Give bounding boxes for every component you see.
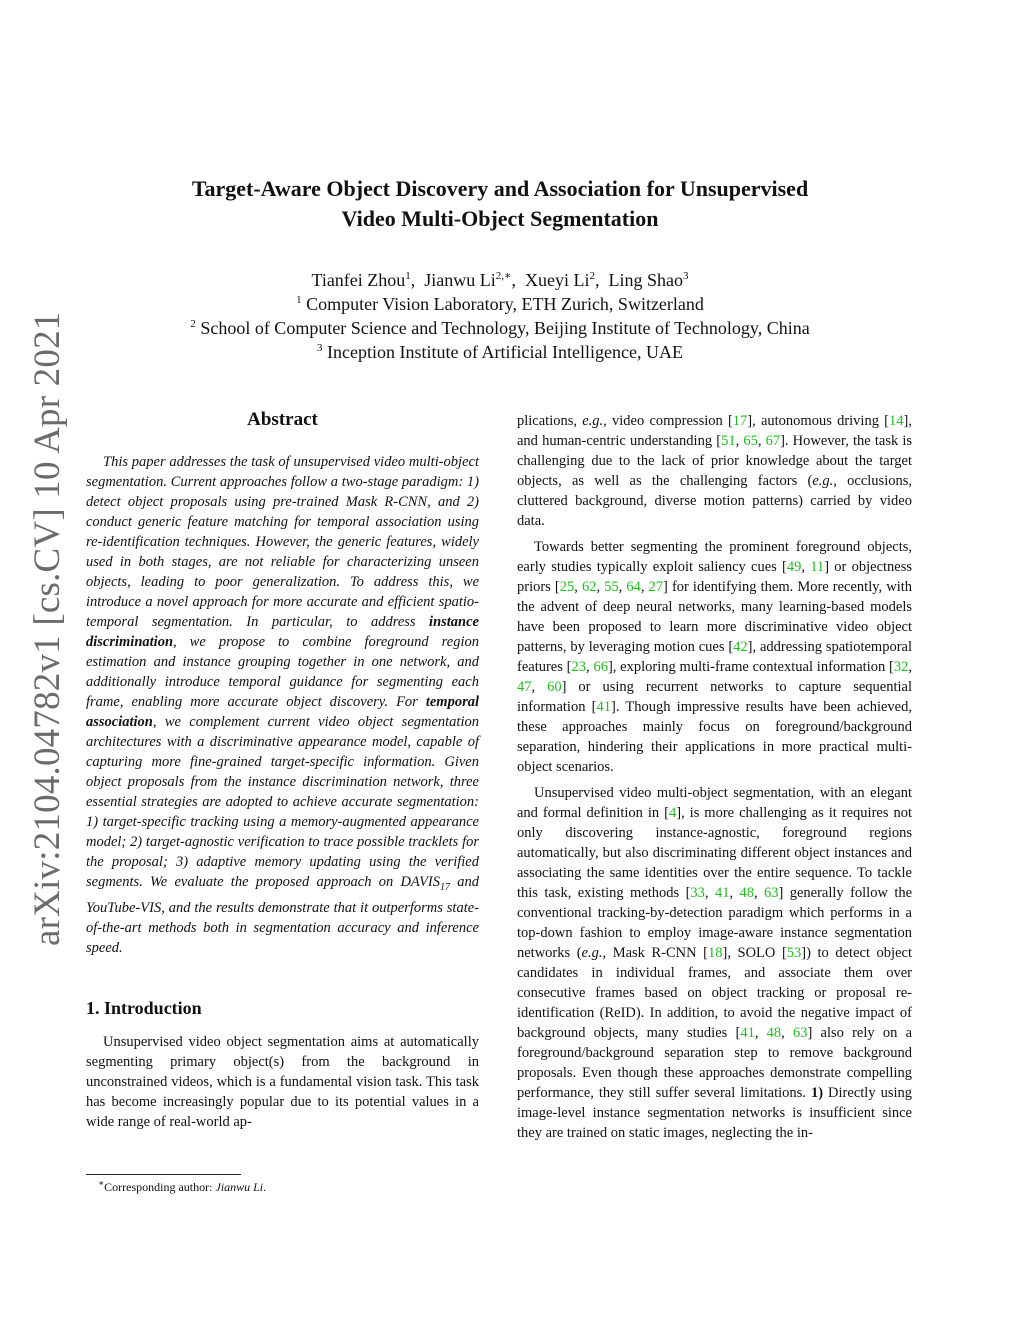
author-sup: 2,∗ (495, 270, 512, 282)
citation-link[interactable]: 23 (571, 659, 587, 675)
left-column (86, 408, 479, 1138)
arxiv-watermark: arXiv:2104.04782v1 [cs.CV] 10 Apr 2021 (27, 311, 68, 946)
citation-link[interactable]: 33 (690, 885, 705, 901)
citation-link[interactable]: 4 (668, 805, 677, 821)
citation-link[interactable]: 32 (893, 659, 909, 675)
citation-link[interactable]: 11 (810, 559, 825, 575)
citation-link[interactable]: 64 (626, 579, 641, 595)
abstract-run: and YouTube-VIS, and the results demonstrate that it outperforms state-of-the-art methods both in segmentation accuracy and inference speed. (86, 874, 480, 956)
title-line-1: Target-Aware Object Discovery and Association for Unsupervised (191, 176, 809, 201)
affiliation-text: School of Computer Science and Technology, Beijing Institute of Technology, China (200, 318, 810, 338)
citation-link[interactable]: 48 (766, 1025, 782, 1041)
abstract-run: , we complement current video object segmentation architectures with a discriminative appearance model, capable of capturing more fine-grained target-specific information. Given object proposals from the instance discrimination network, three essential strategies are adopted to achieve accurate segmentation: 1) target-specific tracking using a memory-augmented appearance model; 2) target-agnostic verification to trace possible tracklets for the proposal; 3) adaptive memory updating using the verified segments. We evaluate the proposed approach on DAVIS (86, 714, 479, 890)
intro-paragraph-continued: plications, e.g., video compression [17], autonomous driving [14], and human-centric understanding [51, 65, 67]. However, the task is challenging due to the lack of prior knowledge about the target objects, as well as the challenging factors (e.g., occlusions, cluttered background, diverse motion patterns) carried by video data. (517, 413, 913, 529)
author-name: Jianwu Li (424, 270, 496, 290)
author-sup: 3 (683, 270, 689, 282)
citation-link[interactable]: 55 (604, 579, 619, 595)
citation-link[interactable]: 41 (596, 699, 611, 715)
footnote-author: Jianwu Li (215, 1180, 264, 1194)
author-name: Ling Shao (608, 270, 684, 290)
right-column (517, 411, 912, 1149)
citation-link[interactable]: 41 (740, 1025, 755, 1041)
citation-link[interactable]: 17 (732, 413, 748, 429)
abstract-subscript: 17 (440, 881, 451, 893)
citation-link[interactable]: 25 (559, 579, 575, 595)
affiliation-sup: 1 (296, 294, 302, 306)
footnote-rule (86, 1174, 241, 1175)
author-list: Tianfei Zhou$^1$, Jianwu $Li^{2,∗}$, Xueyi Li$^2$, Ling Shao$^3$ (311, 270, 689, 290)
citation-link[interactable]: 53 (786, 945, 802, 961)
citation-link[interactable]: 42 (733, 639, 748, 655)
abstract-run: This paper addresses the task of unsupervised video multi-object segmentation. Current approaches follow a two-stage paradigm: 1) detect object proposals using pre-trained Mask R-CNN, and 2) conduct generic feature matching for temporal association using re-identification techniques. However, the generic features, widely used in both stages, are not reliable for characterizing unseen objects, leading to poor generalization. To address this, we introduce a novel approach for more accurate and efficient spatio-temporal segmentation. In particular, to address (86, 454, 479, 630)
affiliation-sup: 3 (317, 342, 323, 354)
abstract-bold: temporal association (86, 694, 479, 730)
citation-link[interactable]: 63 (793, 1025, 808, 1041)
citation-link[interactable]: 48 (739, 885, 754, 901)
intro-paragraph-2: Towards better segmenting the prominent foreground objects, early studies typically exploit saliency cues [49, 11] or objectness priors [25, 62, 55, 64, 27] for identifying them. More recently, with the advent of deep neural networks, many learning-based models have been proposed to learn more discriminative video object patterns, by leveraging motion cues [42], addressing spatiotemporal features [23, 66], exploring multi-frame contextual information [32, 47, 60] or using recurrent networks to capture sequential information [41]. Though impressive results have been achieved, these approaches mainly focus on foreground/background separation, hindering their applications in more practical multi-object scenarios. (517, 539, 913, 775)
abstract-text (86, 452, 479, 958)
citation-link[interactable]: 62 (581, 579, 597, 595)
author-sup: 2 (589, 270, 596, 282)
citation-link[interactable]: 60 (547, 679, 562, 695)
footnote-end: . (263, 1180, 267, 1194)
author-name: Xueyi Li (525, 270, 590, 290)
citation-link[interactable]: 41 (714, 885, 730, 901)
affiliation-sup: 2 (190, 318, 196, 330)
intro-paragraph-3: Unsupervised video multi-object segmentation, with an elegant and formal definition in [4], is more challenging as it requires not only discovering instance-agnostic, foreground regions automatically, but also discriminating different object instances and associating the same identities over the entire sequence. To tackle this task, existing methods [33, 41, 48, 63] generally follow the conventional tracking-by-detection paradigm which performs in a top-down fashion to employ image-aware instance segmentation networks (e.g., Mask R-CNN [18], SOLO [53]) to detect object candidates in individual frames, and associate them over consecutive frames based on object tracking or proposal re-identification (ReID). In addition, to avoid the negative impact of background objects, many studies [41, 48, 63] also rely on a foreground/background separation step to remove background proposals. Even though these approaches demonstrate compelling performance, they still suffer several limitations. 1) Directly using image-level instance segmentation networks is insufficient since they are trained on static images, neglecting the in- (517, 785, 913, 1141)
affiliation-text: Computer Vision Laboratory, ETH Zurich, Switzerland (306, 294, 704, 314)
citation-link[interactable]: 66 (593, 659, 608, 675)
affiliation-1 (60, 292, 940, 316)
abstract-heading: Abstract (247, 409, 318, 430)
section-heading-introduction: 1. Introduction (86, 997, 202, 1018)
citation-link[interactable]: 14 (889, 413, 904, 429)
author-block (60, 268, 940, 364)
citation-link[interactable]: 27 (648, 579, 664, 595)
citation-link[interactable]: 67 (765, 433, 781, 449)
affiliation-2 (60, 316, 940, 340)
footnote-text: Corresponding author: (104, 1180, 216, 1194)
abstract-bold: instance discrimination (86, 614, 479, 650)
abstract-run: , we propose to combine foreground region estimation and instance grouping together in one network, and additionally introduce temporal guidance for segmenting each frame, enabling more accurate object discovery. For (86, 634, 479, 710)
intro-paragraph-1: Unsupervised video object segmentation aims at automatically segmenting primary object(s) from the background in unconstrained videos, which is a fundamental vision task. This task has become increasingly popular due to its potential values in a wide range of real-world ap- (86, 1033, 479, 1130)
author-name: Tianfei Zhou (311, 270, 406, 290)
citation-link[interactable]: 49 (786, 559, 802, 575)
affiliation-text: Inception Institute of Artificial Intelligence, UAE (327, 342, 683, 362)
title-line-2: Video Multi-Object Segmentation (341, 206, 659, 231)
citation-link[interactable]: 47 (517, 679, 532, 695)
citation-link[interactable]: 18 (708, 945, 723, 961)
footnote (98, 1179, 266, 1195)
affiliation-3 (60, 340, 940, 364)
paper-title (60, 174, 940, 234)
author-sup: 1 (405, 270, 411, 282)
citation-link[interactable]: 63 (764, 885, 779, 901)
footnote-mark: ∗ (98, 1178, 105, 1188)
citation-link[interactable]: 51 (721, 433, 736, 449)
citation-link[interactable]: 65 (743, 433, 758, 449)
